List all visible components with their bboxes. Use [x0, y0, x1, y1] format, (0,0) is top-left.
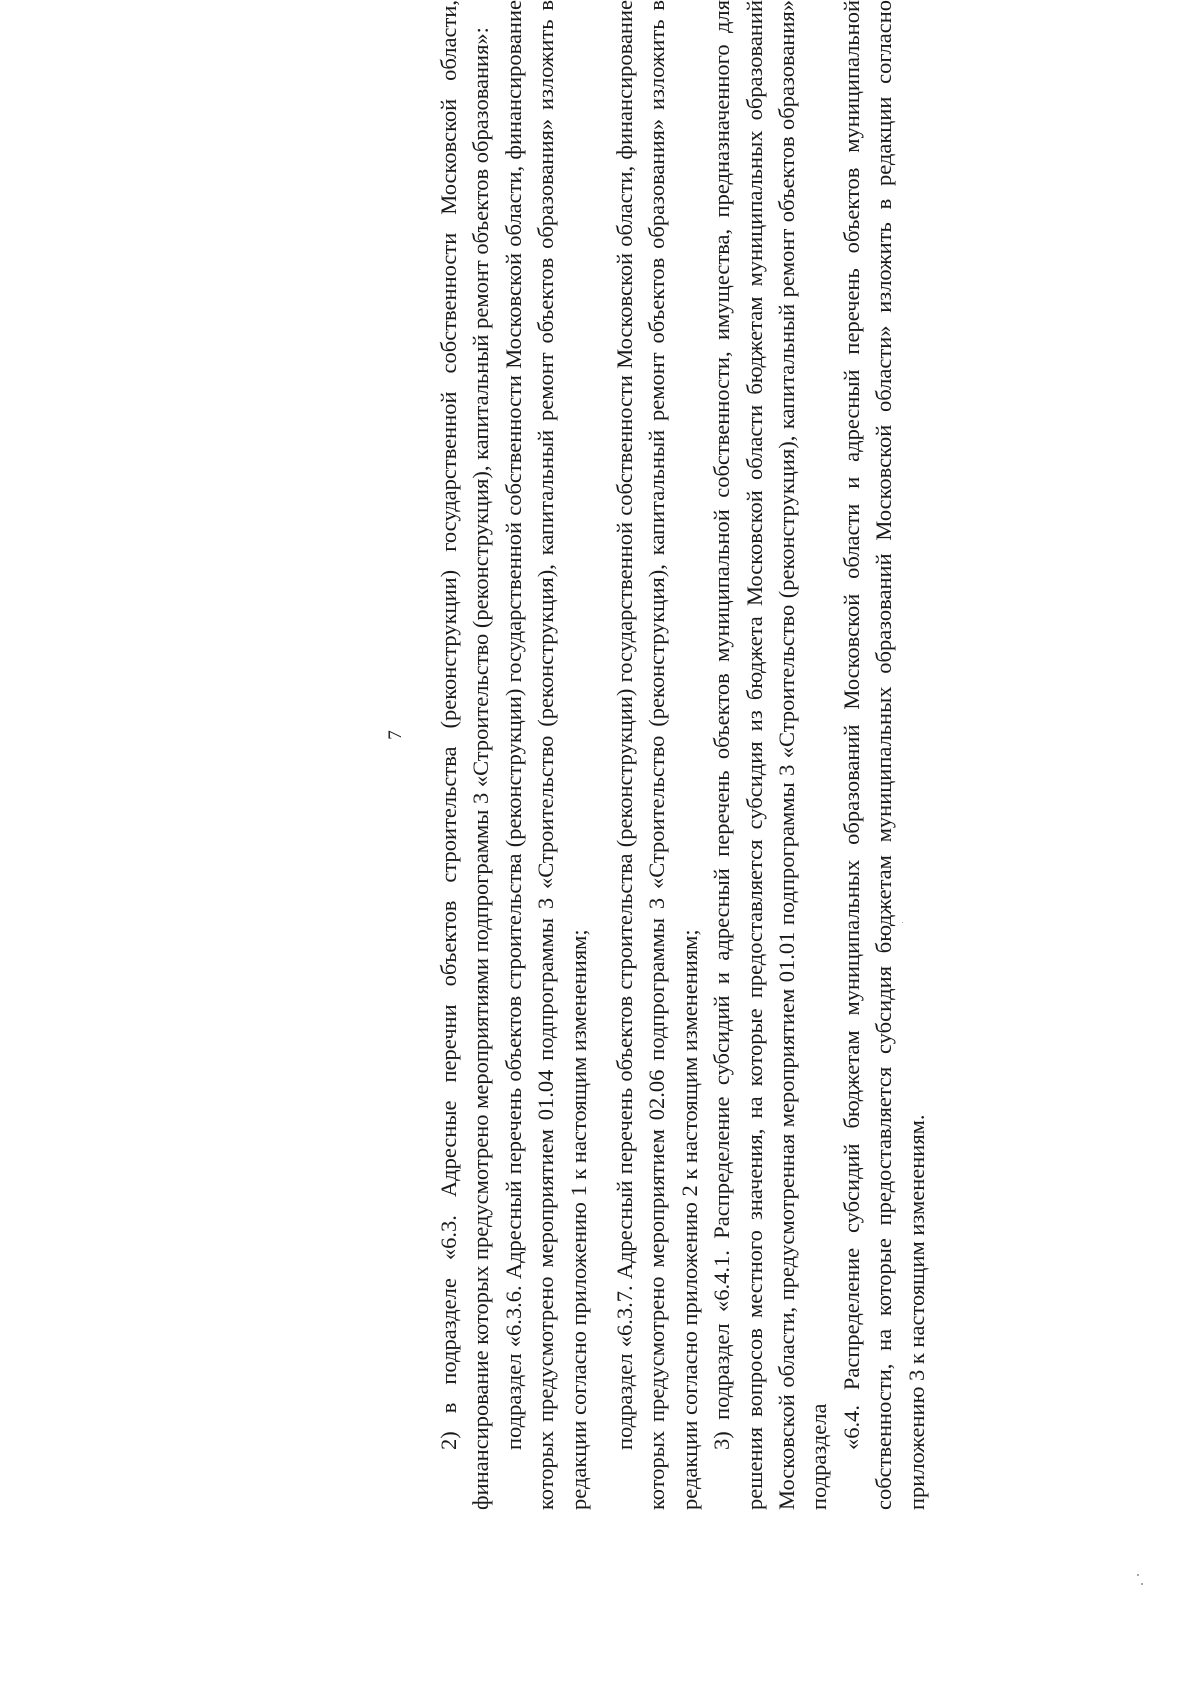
scan-dot	[1141, 1583, 1143, 1585]
rotated-text-area	[365, 0, 929, 1560]
paragraph-6-3-6: подраздел «6.3.6. Адресный перечень объектов строительства (реконструкции) государственной собственности Московской области, финансирование которых предусмотрено мероприятием 01.04 подпрограммы 3 «Строительство (реконструкция), капитальный ремонт объектов образования» изложить в редакции согласно приложению 1 к настоящим изменениям;	[500, 0, 591, 1510]
scan-dot	[902, 922, 903, 923]
paragraph-2: 2) в подразделе «6.3. Адресные перечни объектов строительства (реконструкции) государственной собственности Московской области, финансирование которых предусмотрено мероприятиями подпрограммы 3 «Строительство (реконструкция), капитальный ремонт объектов образования»:	[436, 0, 494, 1510]
scan-dot	[1137, 1574, 1139, 1576]
paragraph-6-4: «6.4. Распределение субсидий бюджетам муниципальных образований Московской области и адресный перечень объектов муниципальной собственности, на которые предоставляется субсидия бюджетам муниципальных образований Московской области» изложить в редакции согласно приложению 3 к настоящим изменениям.	[838, 0, 929, 1510]
page-number: 7	[385, 730, 406, 740]
paragraph-3: 3) подраздел «6.4.1. Распределение субсидий и адресный перечень объектов муниципальной собственности, имущества, предназначенного для решения вопросов местного значения, на которые предоставляется субсидия из бюджета Московской области бюджетам муниципальных образований Московской области, предусмотренная мероприятием 01.01 подпрограммы 3 «Строительство (реконструкция), капитальный ремонт объектов образования» подраздела	[709, 0, 832, 1510]
document-body	[433, 0, 933, 1510]
paragraph-6-3-7: подраздел «6.3.7. Адресный перечень объектов строительства (реконструкции) государственной собственности Московской области, финансирование которых предусмотрено мероприятием 02.06 подпрограммы 3 «Строительство (реконструкция), капитальный ремонт объектов образования» изложить в редакции согласно приложению 2 к настоящим изменениям;	[612, 0, 702, 1510]
